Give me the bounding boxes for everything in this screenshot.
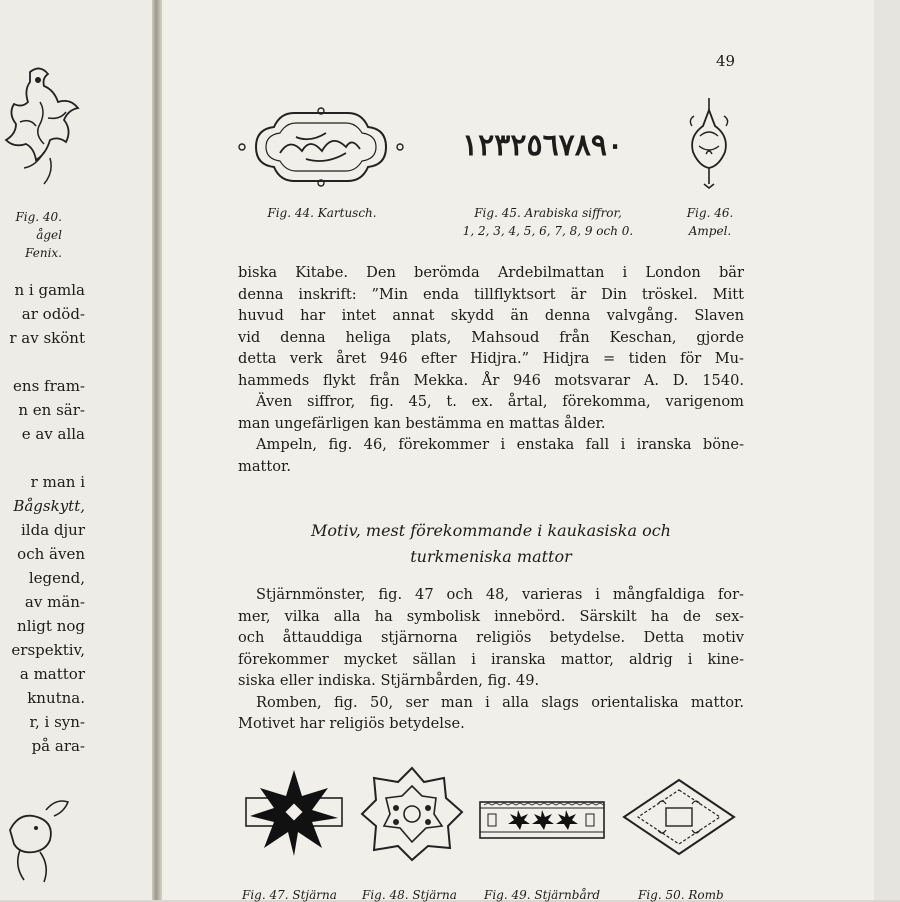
text-line — [0, 446, 85, 470]
text-line: Ampeln, fig. 46, förekommer i enstaka fall i iranska böne- — [256, 436, 744, 453]
caption-line: Fig. 40. — [15, 210, 62, 224]
star-medallion-illustration — [358, 764, 466, 864]
cartouche-illustration — [236, 103, 406, 191]
fig-50-caption: Fig. 50. Romb — [638, 888, 724, 902]
text-line: n i gamla — [14, 281, 85, 299]
caption-line: 1, 2, 3, 4, 5, 6, 7, 8, 9 och 0. — [462, 224, 634, 238]
body-text-bottom — [238, 584, 744, 735]
text-line: detta verk året 946 efter Hidjra.” Hidjra = tiden för Mu- — [238, 350, 744, 367]
page-number: 49 — [716, 52, 736, 70]
text-line: huvud har intet annat skydd än denna valvgång. Slaven — [238, 307, 744, 324]
text-line: Motivet har religiös betydelse. — [238, 715, 465, 732]
text-line: legend, — [28, 569, 85, 587]
text-line: a mattor — [19, 665, 85, 683]
book-gutter — [152, 0, 162, 900]
text-line: biska Kitabe. Den berömda Ardebilmattan i London bär — [238, 264, 744, 281]
text-line: r, i syn- — [29, 713, 85, 731]
text-line: av män- — [24, 593, 85, 611]
body-text-top — [238, 262, 744, 477]
text-line — [0, 350, 85, 374]
fig-44-caption — [252, 204, 392, 222]
text-line: man ungefärligen kan bestämma en mattas ålder. — [238, 414, 606, 432]
fig-48-caption: Fig. 48. Stjärna — [362, 888, 457, 902]
left-page — [0, 0, 155, 900]
phoenix-illustration — [0, 62, 90, 202]
text-line: ens fram- — [13, 377, 85, 395]
text-line: mer, vilka alla ha symbolisk innebörd. Särskilt ha de sex- — [238, 607, 744, 625]
text-line: e av alla — [21, 425, 85, 443]
text-line: hammeds flykt från Mekka. År 946 motsvarar A. D. 1540. — [238, 371, 744, 389]
page-edge — [874, 0, 900, 900]
text-line: på ara- — [31, 737, 85, 755]
arabic-numerals: ١٢٣٢٥٦٧٨٩٠ — [462, 128, 624, 163]
text-line: nligt nog — [17, 617, 85, 635]
fig-45-caption — [432, 204, 664, 240]
caption-line: ågel Fenix. — [25, 228, 62, 260]
text-line: och åttauddiga stjärnorna religiös betydelse. Detta motiv — [238, 629, 744, 646]
fig-46-caption — [676, 204, 744, 240]
text-line: Stjärnmönster, fig. 47 och 48, varieras i mångfaldiga for- — [256, 586, 744, 603]
caption-line: Fig. 45. Arabiska siffror, — [474, 206, 622, 220]
text-line: siska eller indiska. Stjärnbården, fig. 49. — [238, 672, 540, 689]
text-line: Även siffror, fig. 45, t. ex. årtal, förekomma, varigenom — [256, 393, 744, 410]
text-line: mattor. — [238, 457, 292, 475]
text-line: ar odöd- — [21, 305, 85, 323]
text-line: denna inskrift: ”Min enda tillflyktsort är Din tröskel. Mitt — [238, 285, 744, 303]
text-line: erspektiv, — [11, 641, 85, 659]
star-motif-illustration — [242, 766, 346, 858]
text-line: Romben, fig. 50, ser man i alla slags orientaliska mattor. — [256, 693, 744, 711]
section-heading — [238, 518, 744, 570]
text-line: ilda djur — [21, 521, 85, 539]
text-line: vid denna heliga plats, Mahsoud från Keschan, gjorde — [238, 328, 744, 346]
text-line: knutna. — [27, 689, 85, 707]
text-line: Bågskytt, — [13, 497, 85, 515]
rhombus-illustration — [622, 778, 736, 856]
heading-line: turkmeniska mattor — [410, 547, 572, 566]
lamp-illustration — [686, 96, 732, 190]
text-line: n en sär- — [18, 401, 85, 419]
caption-line: Ampel. — [688, 224, 732, 238]
caption-line: Fig. 44. Kartusch. — [267, 206, 377, 220]
fig-47-caption: Fig. 47. Stjärna — [242, 888, 337, 902]
fig-40-caption — [0, 208, 62, 262]
text-line: och även — [17, 545, 85, 563]
left-page-text — [0, 278, 85, 758]
fig-49-caption: Fig. 49. Stjärnbård — [484, 888, 601, 902]
caption-line: Fig. 46. — [686, 206, 734, 220]
text-line: r av skönt — [9, 329, 85, 347]
cherub-illustration — [0, 790, 80, 890]
star-border-illustration — [478, 800, 606, 840]
text-line: r man i — [30, 473, 85, 491]
text-line: förekommer mycket sällan i iranska mattor, aldrig i kine- — [238, 650, 744, 668]
heading-line: Motiv, mest förekommande i kaukasiska och — [311, 521, 671, 540]
